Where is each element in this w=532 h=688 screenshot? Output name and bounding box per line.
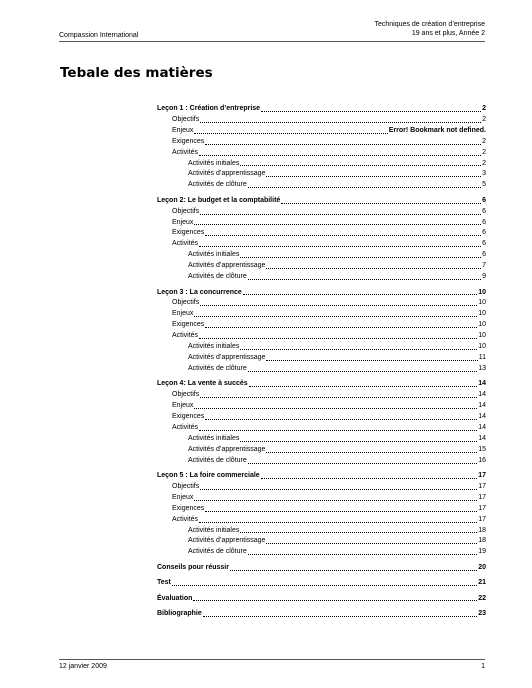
toc-dot-leader [205, 143, 481, 145]
toc-entry-label: Activités de clôture [188, 273, 247, 281]
toc-entry[interactable] [157, 298, 486, 309]
header-divider [59, 41, 485, 42]
toc-entry-label: Activités initiales [188, 251, 240, 259]
toc-entry[interactable] [157, 504, 486, 515]
toc-entry-label: Objectifs [172, 299, 200, 307]
toc-dot-leader [194, 407, 477, 409]
toc-dot-leader [266, 175, 481, 177]
toc-dot-leader [203, 615, 477, 617]
toc-entry-page: 19 [478, 548, 486, 556]
toc-entry-label: Leçon 1 : Création d’entreprise [157, 105, 261, 112]
toc-dot-leader [248, 278, 481, 280]
toc-entry-label: Activités d’apprentissage [188, 537, 266, 545]
toc-entry-page: 17 [478, 493, 486, 501]
toc-entry[interactable] [157, 331, 486, 342]
toc-entry[interactable] [157, 594, 486, 605]
toc-dot-leader [193, 599, 477, 601]
toc-entry-page: 7 [482, 262, 486, 270]
toc-entry-label: Leçon 3 : La concurrence [157, 288, 242, 296]
toc-dot-leader [240, 348, 477, 350]
toc-entry-page: 15 [478, 445, 486, 453]
toc-dot-leader [266, 542, 477, 544]
toc-dot-leader [205, 234, 481, 236]
toc-entry-label: Enjeux [172, 402, 194, 410]
toc-entry-label: Activités d’apprentissage [188, 170, 266, 178]
toc-dot-leader [205, 326, 477, 328]
toc-entry-page: 21 [478, 579, 486, 587]
toc-entry-label: Activités de clôture [188, 548, 247, 556]
toc-entry[interactable] [157, 536, 486, 547]
toc-entry-label: Enjeux [172, 310, 194, 318]
toc-entry[interactable] [157, 196, 486, 207]
footer-date: 12 janvier 2009 [59, 663, 107, 670]
toc-entry[interactable] [157, 320, 486, 331]
toc-entry-page: 6 [482, 196, 486, 204]
toc-entry-label: Exigences [172, 321, 205, 329]
toc-entry-page: 17 [478, 504, 486, 512]
toc-entry[interactable] [157, 159, 486, 170]
toc-entry[interactable] [157, 104, 486, 115]
toc-entry[interactable] [157, 364, 486, 375]
toc-entry-page: 2 [482, 105, 486, 112]
toc-entry-label: Activités de clôture [188, 364, 247, 372]
toc-entry[interactable] [157, 547, 486, 558]
toc-entry-label: Enjeux [172, 218, 194, 226]
toc-entry-page: 17 [478, 482, 486, 490]
toc-entry[interactable] [157, 445, 486, 456]
toc-entry-label: Exigences [172, 229, 205, 237]
toc-entry-page: 10 [478, 299, 486, 307]
toc-entry-label: Leçon 4: La vente à succès [157, 380, 248, 388]
toc-dot-leader [199, 154, 481, 156]
toc-entry-page: 6 [482, 218, 486, 226]
toc-entry-page: 13 [478, 364, 486, 372]
toc-entry[interactable] [157, 180, 486, 191]
toc-entry-label: Activités [172, 148, 199, 156]
toc-entry[interactable] [157, 353, 486, 364]
toc-entry-label: Activités initiales [188, 159, 240, 167]
toc-entry-label: Activités [172, 240, 199, 248]
header-course-level: 19 ans et plus, Année 2 [411, 30, 485, 37]
toc-entry-page: 6 [482, 207, 486, 215]
toc-entry-page: 14 [478, 391, 486, 399]
toc-dot-leader [194, 315, 477, 317]
toc-entry-page: 3 [482, 170, 486, 178]
toc-entry-page: 17 [478, 515, 486, 523]
toc-entry-label: Leçon 2: Le budget et la comptabilité [157, 196, 281, 204]
toc-dot-leader [248, 370, 477, 372]
toc-dot-leader [194, 132, 387, 134]
toc-entry[interactable] [157, 390, 486, 401]
toc-entry-label: Enjeux [172, 493, 194, 501]
toc-entry[interactable] [157, 228, 486, 239]
toc-dot-leader [266, 359, 477, 361]
toc-entry-label: Activités d’apprentissage [188, 353, 266, 361]
toc-entry[interactable] [157, 115, 486, 126]
toc-entry[interactable] [157, 272, 486, 283]
toc-entry-page: 10 [478, 288, 486, 296]
toc-entry-label: Activités initiales [188, 526, 240, 534]
toc-entry[interactable] [157, 434, 486, 445]
toc-dot-leader [200, 213, 481, 215]
header-course-info [374, 20, 485, 38]
toc-dot-leader [261, 477, 478, 479]
toc-dot-leader [172, 584, 477, 586]
toc-entry-page: 10 [478, 332, 486, 340]
toc-entry-label: Activités de clôture [188, 456, 247, 464]
toc-entry[interactable] [157, 379, 486, 390]
toc-dot-leader [266, 451, 477, 453]
toc-entry-label: Objectifs [172, 115, 200, 123]
toc-entry-page: 2 [482, 148, 486, 156]
toc-dot-leader [249, 385, 478, 387]
toc-dot-leader [240, 256, 481, 258]
toc-dot-leader [199, 429, 477, 431]
toc-entry-page: 16 [478, 456, 486, 464]
toc-entry-page: 17 [478, 472, 486, 479]
toc-entry-page: 2 [482, 159, 486, 167]
toc-dot-leader [205, 510, 477, 512]
toc-dot-leader [240, 440, 477, 442]
table-of-contents [157, 104, 486, 620]
toc-entry-page: 6 [482, 240, 486, 248]
toc-dot-leader [199, 245, 481, 247]
toc-entry-label: Objectifs [172, 207, 200, 215]
toc-entry-page: 6 [482, 251, 486, 259]
toc-entry[interactable] [157, 563, 486, 574]
toc-entry-label: Activités de clôture [188, 181, 247, 189]
toc-entry-page: 14 [478, 380, 486, 388]
toc-entry-label: Conseils pour réussir [157, 563, 229, 571]
toc-entry-page: 14 [478, 402, 486, 410]
toc-dot-leader [248, 553, 477, 555]
toc-entry-label: Activités [172, 515, 199, 523]
toc-entry[interactable] [157, 137, 486, 148]
footer-page-number: 1 [481, 663, 485, 670]
toc-entry[interactable] [157, 526, 486, 537]
toc-entry-page: 6 [482, 229, 486, 237]
toc-entry-page: 11 [478, 353, 486, 361]
toc-entry-label: Objectifs [172, 391, 200, 399]
toc-entry[interactable] [157, 288, 486, 299]
toc-entry-page: 22 [478, 594, 486, 602]
toc-entry[interactable] [157, 515, 486, 526]
toc-entry[interactable] [157, 493, 486, 504]
toc-dot-leader [230, 569, 477, 571]
toc-entry-page: 18 [478, 526, 486, 534]
toc-entry-page: 23 [478, 609, 486, 617]
toc-entry-label: Exigences [172, 137, 205, 145]
toc-entry-page: 5 [482, 181, 486, 189]
page-title: Tebale des matières [60, 65, 213, 81]
toc-entry-page: Error! Bookmark not defined. [388, 126, 486, 134]
toc-entry-label: Activités [172, 423, 199, 431]
toc-dot-leader [248, 462, 477, 464]
toc-entry-label: Exigences [172, 412, 205, 420]
toc-entry[interactable] [157, 471, 486, 482]
toc-dot-leader [266, 267, 481, 269]
toc-dot-leader [243, 293, 477, 295]
toc-entry-page: 10 [478, 321, 486, 329]
toc-entry[interactable] [157, 148, 486, 159]
toc-entry[interactable] [157, 261, 486, 272]
toc-dot-leader [248, 186, 481, 188]
toc-entry-page: 14 [478, 434, 486, 442]
toc-entry-page: 10 [478, 343, 486, 351]
toc-dot-leader [200, 121, 481, 123]
toc-entry[interactable] [157, 423, 486, 434]
toc-entry-page: 14 [478, 412, 486, 420]
toc-entry[interactable] [157, 456, 486, 467]
toc-entry-label: Activités initiales [188, 343, 240, 351]
toc-entry[interactable] [157, 609, 486, 620]
toc-entry-page: 9 [482, 273, 486, 281]
toc-entry[interactable] [157, 412, 486, 423]
toc-entry-label: Activités d’apprentissage [188, 445, 266, 453]
toc-entry-label: Activités [172, 332, 199, 340]
toc-entry-page: 20 [478, 563, 486, 571]
toc-dot-leader [199, 337, 477, 339]
toc-entry[interactable] [157, 239, 486, 250]
toc-entry-page: 14 [478, 423, 486, 431]
toc-dot-leader [199, 521, 477, 523]
toc-entry[interactable] [157, 218, 486, 229]
toc-entry[interactable] [157, 482, 486, 493]
toc-entry[interactable] [157, 309, 486, 320]
toc-dot-leader [200, 396, 477, 398]
toc-entry-label: Bibliographie [157, 609, 202, 617]
toc-entry[interactable] [157, 126, 486, 137]
toc-entry-label: Évaluation [157, 594, 193, 602]
toc-dot-leader [240, 164, 481, 166]
toc-entry[interactable] [157, 250, 486, 261]
toc-entry[interactable] [157, 578, 486, 589]
toc-entry[interactable] [157, 342, 486, 353]
toc-entry[interactable] [157, 401, 486, 412]
toc-dot-leader [194, 223, 481, 225]
toc-dot-leader [261, 110, 481, 112]
toc-entry-page: 10 [478, 310, 486, 318]
toc-entry-page: 2 [482, 115, 486, 123]
toc-entry-label: Activités initiales [188, 434, 240, 442]
toc-entry-label: Activités d’apprentissage [188, 262, 266, 270]
header-organization: Compassion International [59, 32, 139, 39]
toc-entry[interactable] [157, 207, 486, 218]
toc-entry-label: Exigences [172, 504, 205, 512]
toc-entry-label: Leçon 5 : La foire commerciale [157, 472, 260, 479]
toc-dot-leader [200, 488, 477, 490]
toc-entry-page: 2 [482, 137, 486, 145]
toc-entry-page: 18 [478, 537, 486, 545]
toc-entry-label: Enjeux [172, 126, 194, 134]
toc-dot-leader [200, 304, 477, 306]
toc-entry[interactable] [157, 169, 486, 180]
toc-dot-leader [281, 202, 481, 204]
toc-dot-leader [205, 418, 477, 420]
toc-entry-label: Objectifs [172, 482, 200, 490]
toc-dot-leader [194, 499, 477, 501]
toc-dot-leader [240, 531, 477, 533]
toc-entry-label: Test [157, 579, 171, 587]
header-course-title: Techniques de création d’entreprise [374, 21, 485, 28]
footer-divider [59, 659, 485, 660]
